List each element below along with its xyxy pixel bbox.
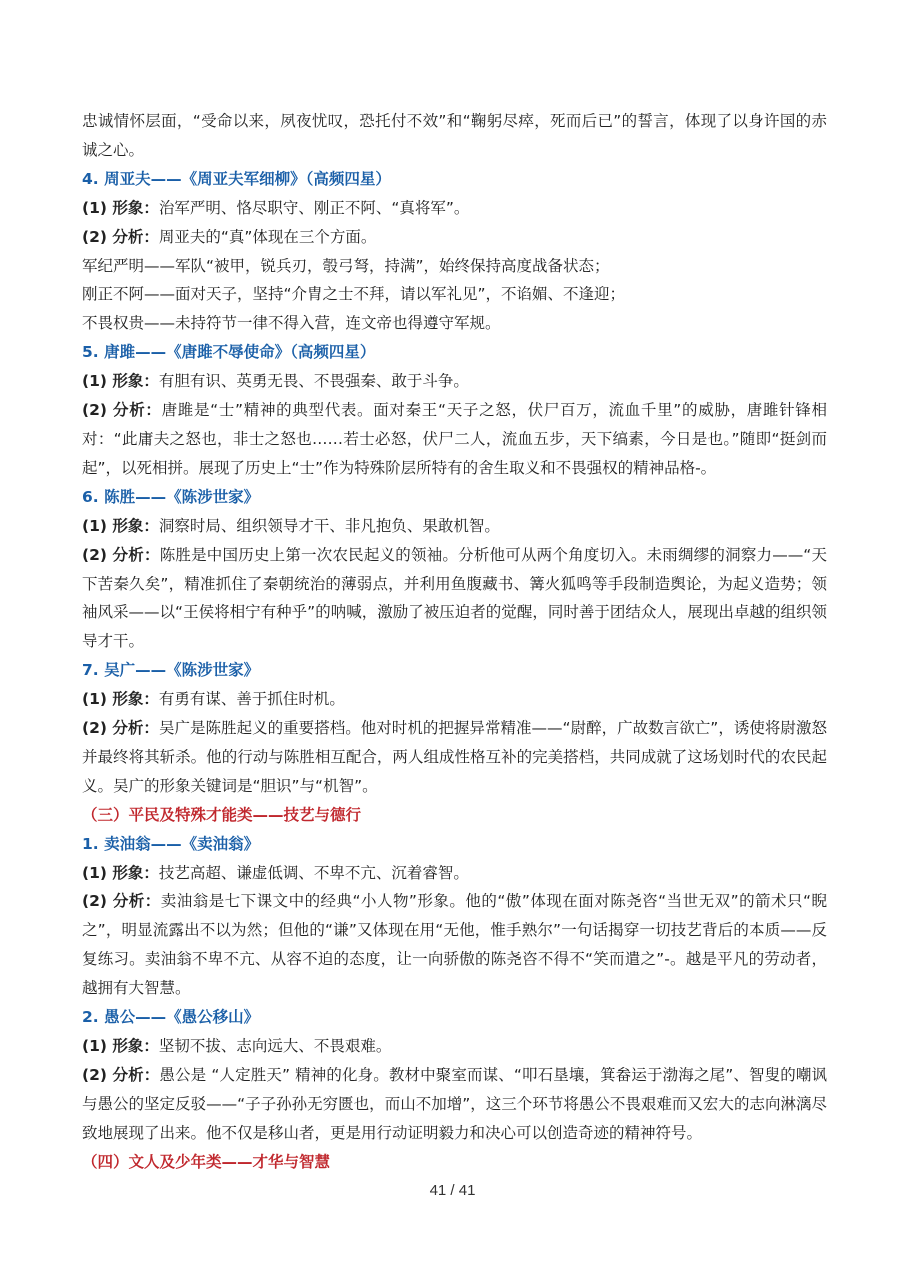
point-text: 周亚夫的“真”体现在三个方面。: [158, 227, 377, 246]
analysis-point: [82, 1032, 827, 1061]
point-text: 卖油翁是七下课文中的经典“小人物”形象。他的“傲”体现在面对陈尧咨“当世无双”的箭术只“睨之”，明显流露出不以为然；但他的“谦”又体现在用“无他，惟手熟尔”一句话揭穿一切技艺背后的本质——反复练习。卖油翁不卑不亢、从容不迫的态度，让一向骄傲的陈尧咨不得不“笑而遣之”-。越是平凡的劳动者，越拥有大智慧。: [82, 892, 827, 998]
item-heading: 7. 吴广——《陈涉世家》: [82, 661, 260, 680]
point-label: (1) 形象：: [82, 863, 159, 882]
point-label: (2) 分析：: [82, 401, 162, 420]
point-label: (1) 形象：: [82, 198, 159, 217]
point-label: (2) 分析：: [82, 227, 159, 246]
point-label: (2) 分析：: [82, 1065, 160, 1084]
point-text: 洞察时局、组织领导才干、非凡抱负、果敢机智。: [158, 516, 500, 535]
point-text: 有胆有识、英勇无畏、不畏强秦、敢于斗争。: [158, 372, 469, 391]
body-paragraph: 不畏权贵——未持符节一律不得入营，连文帝也得遵守军规。: [82, 314, 501, 333]
analysis-point: [82, 367, 827, 396]
item-heading: 6. 陈胜——《陈涉世家》: [82, 487, 260, 506]
analysis-point: [82, 887, 827, 1003]
analysis-point: [82, 223, 827, 252]
point-label: (1) 形象：: [82, 1037, 159, 1055]
point-label: (2) 分析：: [82, 892, 161, 911]
point-text: 吴广是陈胜起义的重要搭档。他对时机的把握异常精准——“尉醉，广故数言欲亡”，诱使将尉激怒并最终将其斩杀。他的行动与陈胜相互配合，两人组成性格互补的完美搭档，共同成就了这场划时代的农民起义。吴广的形象关键词是“胆识”与“机智”。: [82, 719, 827, 795]
analysis-point: [82, 512, 827, 541]
item-heading: 2. 愚公——《愚公移山》: [82, 1008, 260, 1027]
section-heading: （三）平民及特殊才能类——技艺与德行: [82, 805, 362, 824]
point-text: 愚公是 “人定胜天” 精神的化身。教材中聚室而谋、“叩石垦壤，箕畚运于渤海之尾”、智叟的嘲讽与愚公的坚定反驳——“子子孙孙无穷匮也，而山不加增”，这三个环节将愚公不畏艰难而又宏大的志向淋漓尽致地展现了出来。他不仅是移山者，更是用行动证明毅力和决心可以创造奇迹的精神符号。: [82, 1065, 827, 1142]
analysis-point: [82, 1061, 827, 1148]
point-label: (1) 形象：: [82, 690, 159, 709]
item-heading: 1. 卖油翁——《卖油翁》: [82, 834, 260, 853]
analysis-point: [82, 541, 827, 657]
analysis-point: [82, 396, 827, 483]
point-label: (1) 形象：: [82, 372, 159, 391]
analysis-point: [82, 714, 827, 801]
point-text: 有勇有谋、善于抓住时机。: [158, 690, 345, 709]
body-paragraph: 忠诚情怀层面，“受命以来，夙夜忧叹，恐托付不效”和“鞠躬尽瘁，死而后已”的誓言，体现了以身许国的赤诚之心。: [82, 112, 827, 159]
point-label: (2) 分析：: [82, 719, 159, 738]
section-heading: （四）文人及少年类——才华与智慧: [82, 1152, 331, 1171]
document-body: [82, 107, 827, 1177]
point-text: 技艺高超、谦虚低调、不卑不亢、沉着睿智。: [158, 863, 469, 882]
point-label: (1) 形象：: [82, 516, 159, 535]
point-text: 治军严明、恪尽职守、刚正不阿、“真将军”。: [158, 198, 470, 217]
item-heading: 5. 唐雎——《唐雎不辱使命》（高频四星）: [82, 343, 376, 362]
body-paragraph: 刚正不阿——面对天子，坚持“介胄之士不拜，请以军礼见”，不谄媚、不逢迎；: [82, 285, 626, 304]
item-heading: 4. 周亚夫——《周亚夫军细柳》（高频四星）: [82, 169, 391, 188]
body-paragraph: 军纪严明——军队“被甲，锐兵刃，彀弓弩，持满”，始终保持高度战备状态；: [82, 256, 610, 275]
page-number: 41 / 41: [429, 1182, 476, 1199]
point-text: 坚韧不拔、志向远大、不畏艰难。: [158, 1037, 392, 1055]
analysis-point: [82, 859, 827, 888]
analysis-point: [82, 685, 827, 714]
analysis-point: [82, 194, 827, 223]
point-text: 唐雎是“士”精神的典型代表。面对秦王“天子之怒，伏尸百万，流血千里”的威胁，唐雎针锋相对：“此庸夫之怒也，非士之怒也……若士必怒，伏尸二人，流血五步，天下缟素，今日是也。”随即“挺剑而起”，以死相拼。展现了历史上“士”作为特殊阶层所特有的舍生取义和不畏强权的精神品格-。: [82, 401, 827, 477]
point-text: 陈胜是中国历史上第一次农民起义的领袖。分析他可从两个角度切入。未雨绸缪的洞察力——“天下苦秦久矣”，精准抓住了秦朝统治的薄弱点，并利用鱼腹藏书、篝火狐鸣等手段制造舆论，为起义造势；领袖风采——以“王侯将相宁有种乎”的呐喊，激励了被压迫者的觉醒，同时善于团结众人，展现出卓越的组织领导才干。: [82, 545, 827, 651]
point-label: (2) 分析：: [82, 545, 160, 564]
